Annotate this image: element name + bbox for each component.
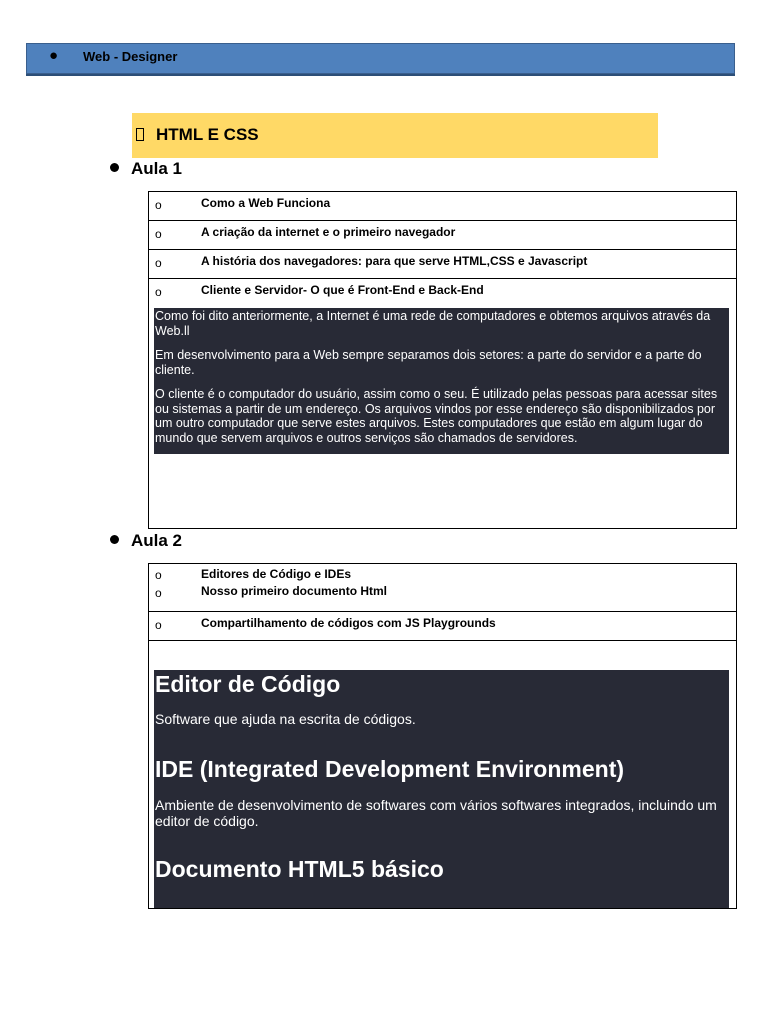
bullet-icon [110, 535, 119, 544]
list-item [149, 221, 736, 250]
list-bullet: o [155, 198, 162, 212]
list-item [149, 192, 736, 221]
notes-panel [154, 308, 729, 454]
list-item-text: Nosso primeiro documento Html [201, 584, 388, 598]
section-title: HTML E CSS [156, 125, 259, 144]
aula-1-heading [110, 159, 182, 179]
list-bullet: o [155, 568, 162, 582]
editor-paragraph: Software que ajuda na escrita de códigos. [155, 711, 416, 727]
aula-2-heading [110, 531, 182, 551]
bullet-icon [110, 163, 119, 172]
editor-heading: Editor de Código [155, 671, 341, 697]
list-item [149, 250, 736, 279]
list-bullet: o [155, 586, 162, 600]
list-item-text: Editores de Código e IDEs [201, 567, 352, 581]
note-paragraph: Em desenvolvimento para a Web sempre separamos dois setores: a parte do servidor e a parte do cliente. [155, 348, 702, 377]
header-bar [26, 43, 735, 74]
aula-1-table [148, 191, 737, 529]
ide-heading: IDE (Integrated Development Environment) [155, 755, 625, 782]
list-bullet: o [155, 256, 162, 270]
code-notes-panel [154, 670, 729, 908]
list-item-text: Cliente e Servidor- O que é Front-End e Back-End [201, 283, 484, 297]
section-heading [132, 113, 658, 158]
list-bullet: o [155, 618, 162, 632]
note-paragraph: O cliente é o computador do usuário, assim como o seu. É utilizado pelas pessoas para acessar sites ou sistemas a partir de um endereço. Os arquivos vindos por esse endereço são disponibilizados por um outro computador que serve estes arquivos. Estes computadores que estão em algum lugar do mundo que servem arquivos e outros serviços são chamados de servidores. [155, 387, 718, 445]
list-item-text: Compartilhamento de códigos com JS Playgrounds [201, 616, 496, 630]
list-item-text: Como a Web Funciona [201, 196, 331, 210]
list-item-text: A criação da internet e o primeiro navegador [201, 225, 456, 239]
aula-1-label: Aula 1 [131, 159, 183, 178]
list-item [149, 612, 736, 641]
aula-2-label: Aula 2 [131, 531, 183, 550]
header-title: Web - Designer [83, 49, 178, 64]
doc-heading: Documento HTML5 básico [155, 855, 444, 882]
aula-2-table [148, 563, 737, 909]
list-item [149, 564, 736, 612]
list-bullet: o [155, 227, 162, 241]
list-item [149, 279, 736, 308]
note-paragraph: Como foi dito anteriormente, a Internet é uma rede de computadores e obtemos arquivos através da Web.ll [155, 309, 711, 338]
ide-paragraph: Ambiente de desenvolvimento de softwares com vários softwares integrados, incluindo um editor de código. [155, 796, 717, 829]
list-bullet: o [155, 285, 162, 299]
box-icon [136, 128, 144, 141]
list-item-text: A história dos navegadores: para que serve HTML,CSS e Javascript [201, 254, 588, 268]
header-bullet: ● [49, 47, 59, 64]
